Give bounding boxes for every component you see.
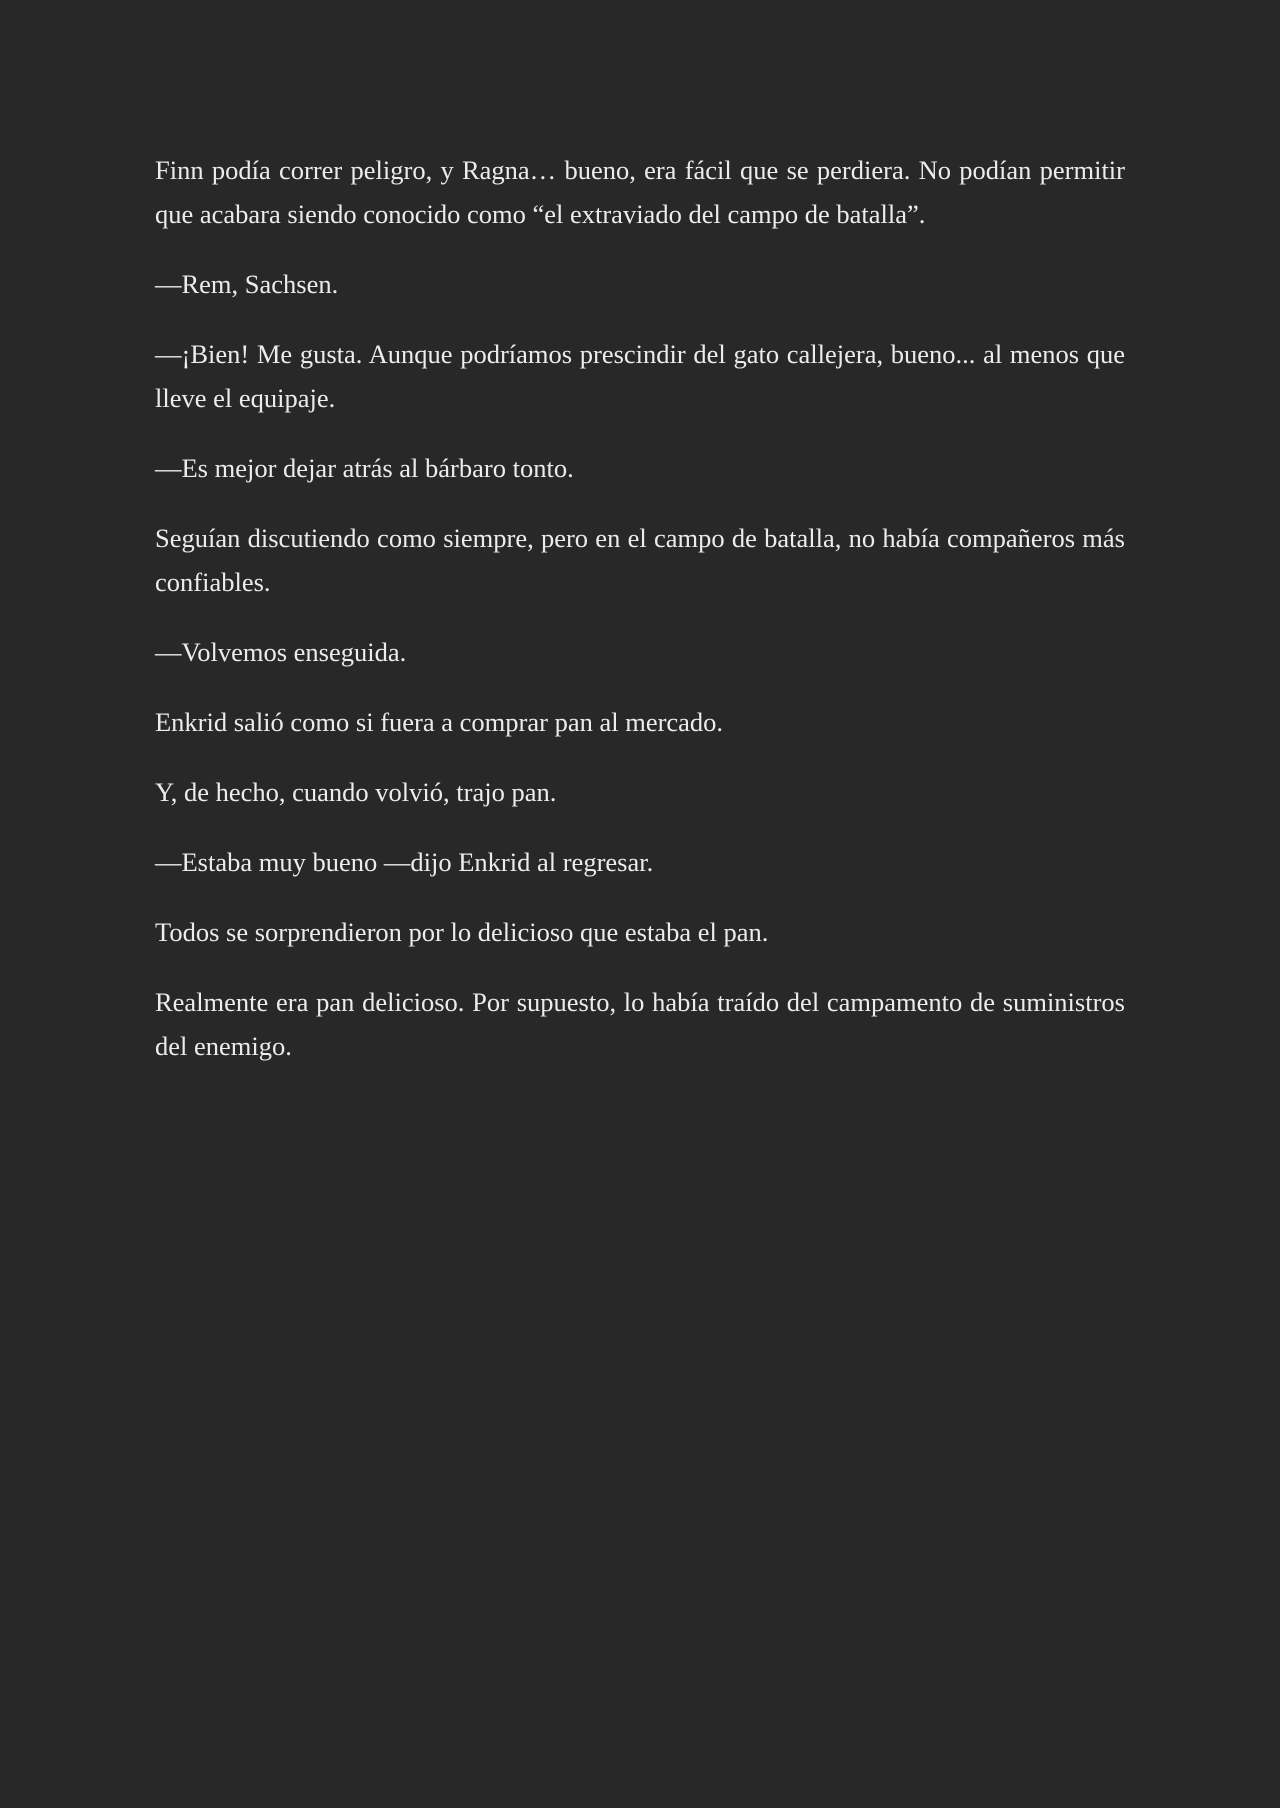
paragraph: Enkrid salió como si fuera a comprar pan al mercado. xyxy=(155,707,724,737)
paragraph: —Rem, Sachsen. xyxy=(155,269,339,299)
paragraph: Y, de hecho, cuando volvió, trajo pan. xyxy=(155,777,557,807)
paragraph: —Estaba muy bueno —dijo Enkrid al regresar. xyxy=(155,847,654,877)
paragraph: —Es mejor dejar atrás al bárbaro tonto. xyxy=(155,453,574,483)
paragraph: Finn podía correr peligro, y Ragna… bueno, era fácil que se perdiera. No podían permitir que acabara siendo conocido como “el extraviado del campo de batalla”. xyxy=(155,155,1125,229)
paragraph: —Volvemos enseguida. xyxy=(155,637,407,667)
reader-content xyxy=(155,148,1125,1094)
paragraph: Realmente era pan delicioso. Por supuesto, lo había traído del campamento de suministros del enemigo. xyxy=(155,987,1125,1061)
paragraph: Todos se sorprendieron por lo delicioso que estaba el pan. xyxy=(155,917,769,947)
paragraph: —¡Bien! Me gusta. Aunque podríamos prescindir del gato callejera, bueno... al menos que lleve el equipaje. xyxy=(155,339,1125,413)
paragraph: Seguían discutiendo como siempre, pero en el campo de batalla, no había compañeros más confiables. xyxy=(155,523,1125,597)
